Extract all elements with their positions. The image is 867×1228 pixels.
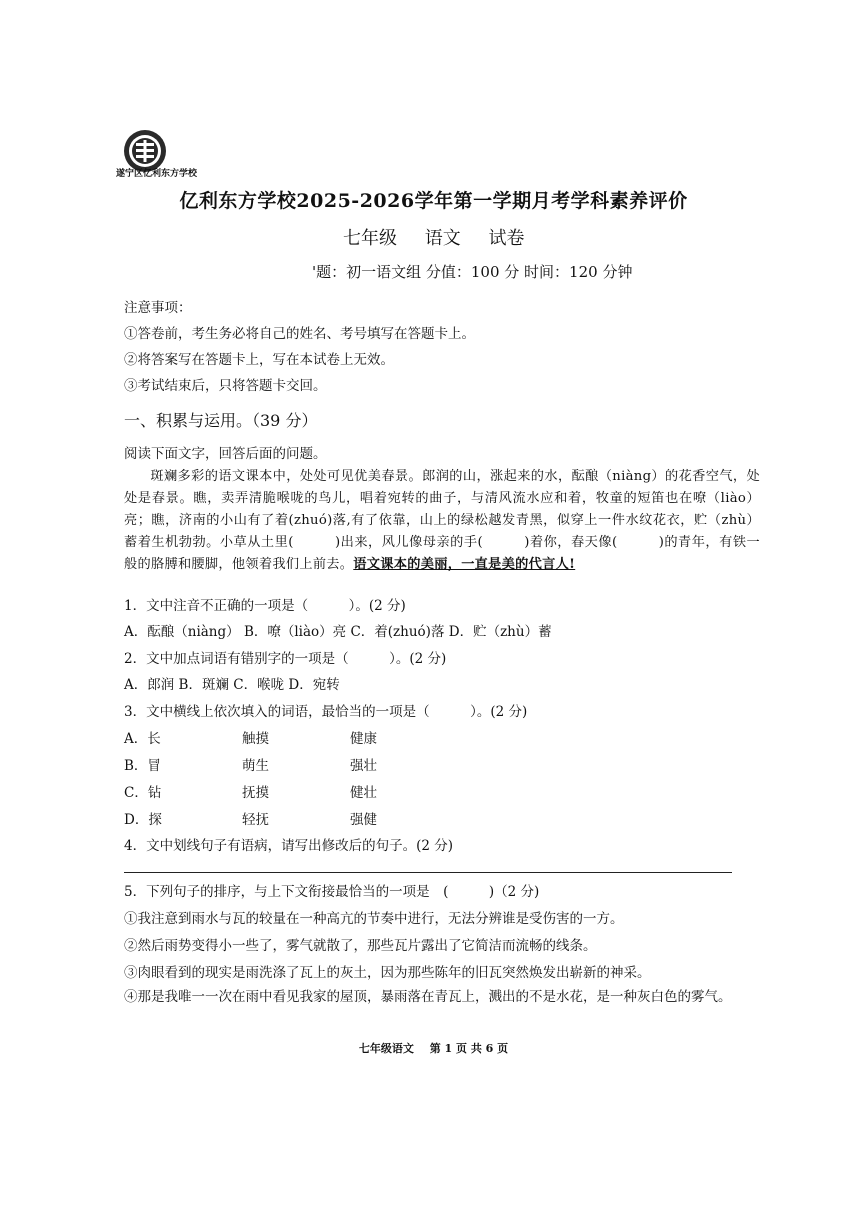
question-1-stem: 1．文中注音不正确的一项是（ ）。(2 分) xyxy=(124,598,406,614)
option-letter: D．探 xyxy=(124,812,162,828)
reading-instruction: 阅读下面文字，回答后面的问题。 xyxy=(124,446,327,462)
option-word: 触摸 xyxy=(242,731,269,747)
option-word: 抚摸 xyxy=(242,785,269,801)
underlined-sentence: 语文课本的美丽，一直是美的代言人! xyxy=(353,557,576,572)
exam-title: 亿利东方学校2025-2026学年第一学期月考学科素养评价 xyxy=(179,190,688,212)
passage-text: 斑斓多彩的语文课本中，处处可见优美春景。郎润的山，涨起来的水，酝酿（niàng）的花香空气，处处是春景。瞧，卖弄清脆喉咙的鸟儿，唱着宛转的曲子，与清风流水应和着，牧童的短笛也在嘹（liào）亮；瞧，济南的小山有了着(zhuó)落,有了依靠，山上的绿松越发青黑，似穿上一件水纹花衣，贮（zhù）蓄着生机勃勃。小草从土里( )出来，风儿像母亲的手( )着你，春天像( )的青年，有铁一般的胳膊和腰脚，他领着我们上前去。 xyxy=(124,469,760,572)
question-2-stem: 2．文中加点词语有错别字的一项是（ ）。(2 分) xyxy=(124,651,447,667)
sentence-item: ④那是我唯一一次在雨中看见我家的屋顶，暴雨落在青瓦上，溅出的不是水花，是一种灰白色的雾气。 xyxy=(124,989,732,1005)
question-4-stem: 4．文中划线句子有语病，请写出修改后的句子。(2 分) xyxy=(124,838,454,854)
option-word: 健康 xyxy=(350,731,377,747)
sentence-item: ①我注意到雨水与瓦的较量在一种高亢的节奏中进行，无法分辨谁是受伤害的一方。 xyxy=(124,911,624,927)
option-letter: B．冒 xyxy=(124,758,161,774)
note-item: ②将答案写在答题卡上，写在本试卷上无效。 xyxy=(124,352,394,368)
option-letter: A．长 xyxy=(124,731,161,747)
paper-type-label: 试卷 xyxy=(488,228,525,249)
subject-label: 语文 xyxy=(424,228,461,249)
question-5-stem: 5．下列句子的排序，与上下文衔接最恰当的一项是 ( )（2 分) xyxy=(124,884,540,900)
note-item: ③考试结束后，只将答题卡交回。 xyxy=(124,378,327,394)
answer-line xyxy=(124,872,732,873)
footer-subject: 七年级语文 xyxy=(358,1042,414,1055)
sentence-item: ③肉眼看到的现实是雨洗涤了瓦上的灰土，因为那些陈年的旧瓦突然焕发出崭新的神采。 xyxy=(124,965,651,981)
question-3-stem: 3．文中横线上依次填入的词语，最恰当的一项是（ ）。(2 分) xyxy=(124,704,528,720)
exam-subtitle xyxy=(343,224,546,250)
option-word: 萌生 xyxy=(242,758,269,774)
question-2-options: A．郎润 B．斑斓 C．喉咙 D．宛转 xyxy=(124,677,340,693)
page-footer xyxy=(0,1040,867,1056)
sentence-item: ②然后雨势变得小一些了，雾气就散了，那些瓦片露出了它简洁而流畅的线条。 xyxy=(124,938,597,954)
logo-caption: 遂宁区亿利东方学校 xyxy=(116,169,198,179)
question-1-options: A．酝酿（niàng） B．嘹（liào）亮 C．着(zhuó)落 D．贮（zhù）蓄 xyxy=(124,624,552,640)
option-letter: C．钻 xyxy=(124,785,162,801)
grade-label: 七年级 xyxy=(343,228,397,249)
page-number: 第 1 页 共 6 页 xyxy=(429,1042,509,1055)
option-word: 强健 xyxy=(350,812,377,828)
notes-heading: 注意事项： xyxy=(124,300,192,316)
option-word: 健壮 xyxy=(350,785,377,801)
section-heading: 一、积累与运用。（39 分） xyxy=(124,411,318,430)
option-word: 轻抚 xyxy=(242,812,269,828)
note-item: ①答卷前，考生务必将自己的姓名、考号填写在答题卡上。 xyxy=(124,326,475,342)
reading-passage xyxy=(124,466,760,576)
option-word: 强壮 xyxy=(350,758,377,774)
exam-meta: '题：初一语文组 分值：100 分 时间：120 分钟 xyxy=(312,263,633,281)
